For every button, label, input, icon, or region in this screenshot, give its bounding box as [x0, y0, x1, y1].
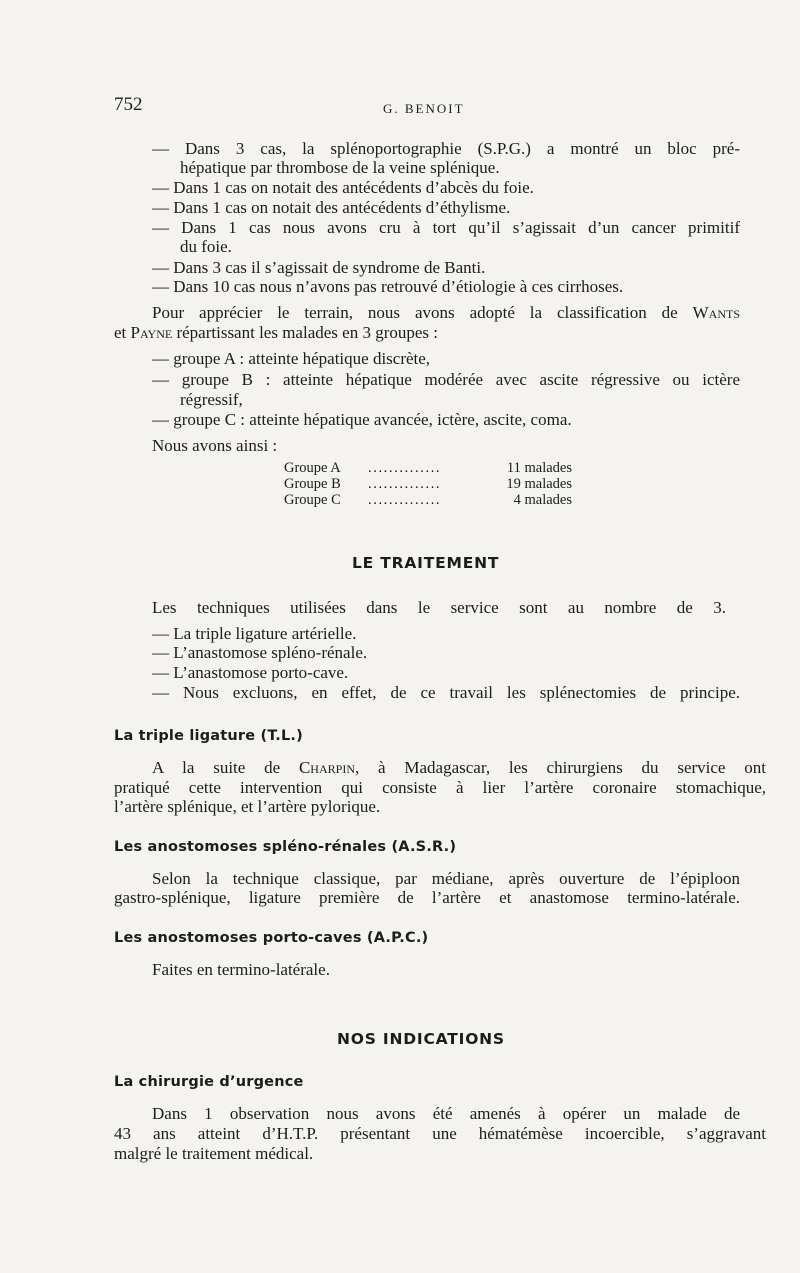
treatment-item: — La triple ligature artérielle. [152, 624, 357, 643]
subsection-title-asr: Les anostomoses spléno-rénales (A.S.R.) [114, 839, 457, 855]
group-count: 4 malades [513, 492, 572, 508]
group-name: Groupe B [284, 476, 341, 492]
group-item: — groupe C : atteinte hépatique avancée, ictère, ascite, coma. [152, 410, 572, 429]
author-name: Payne [130, 323, 173, 342]
group-count: 11 malades [506, 460, 572, 476]
group-item-continuation: régressif, [180, 390, 243, 409]
text-span: A la suite de [152, 758, 299, 777]
page-number: 752 [114, 94, 143, 115]
treatment-item: — Nous excluons, en effet, de ce travail les splénectomies de principe. [152, 683, 740, 702]
group-name: Groupe A [284, 460, 341, 476]
treatment-item: — L’anastomose porto-cave. [152, 663, 349, 682]
etiology-item-line: — Dans 1 cas nous avons cru à tort qu’il s’agissait d’un cancer primitif [152, 218, 740, 237]
etiology-item-continuation: du foie. [180, 237, 232, 256]
subsection-title-urgency: La chirurgie d’urgence [114, 1074, 304, 1090]
group-count: 19 malades [506, 476, 572, 492]
etiology-item: — Dans 1 cas on notait des antécédents d’abcès du foie. [152, 178, 534, 197]
etiology-item-line: — Dans 3 cas, la splénoportographie (S.P.G.) a montré un bloc pré- [152, 139, 740, 158]
treatment-intro: Les techniques utilisées dans le service sont au nombre de 3. [152, 598, 726, 617]
subsection-title-tl: La triple ligature (T.L.) [114, 728, 303, 744]
text-span: et [114, 323, 131, 342]
urgency-paragraph-line: Dans 1 observation nous avons été amenés à opérer un malade de [152, 1104, 740, 1123]
section-title-indications: NOS INDICATIONS [337, 1030, 505, 1048]
etiology-item: — Dans 3 cas il s’agissait de syndrome de Banti. [152, 258, 486, 277]
leader-dots: .............. [368, 460, 442, 476]
text-span: Pour apprécier le terrain, nous avons adopté la classification de [152, 303, 693, 322]
classification-paragraph-line [152, 303, 740, 322]
subsection-title-apc: Les anostomoses porto-caves (A.P.C.) [114, 930, 429, 946]
group-item: — groupe A : atteinte hépatique discrète, [152, 349, 431, 368]
group-table-row [284, 476, 572, 492]
group-table-row [284, 492, 572, 508]
summary-intro: Nous avons ainsi : [152, 436, 278, 455]
apc-paragraph-line: Faites en termino-latérale. [152, 960, 330, 979]
group-item [152, 370, 740, 389]
tl-paragraph-line: l’artère splénique, et l’artère pylorique. [114, 797, 381, 816]
author-name: Charpin [298, 758, 355, 777]
etiology-item: — Dans 1 cas on notait des antécédents d’éthylisme. [152, 198, 511, 217]
text-span: , à Madagascar, les chirurgiens du service ont [354, 758, 766, 777]
classification-paragraph-line [114, 323, 438, 342]
etiology-item [152, 139, 740, 158]
tl-paragraph-line: pratiqué cette intervention qui consiste à lier l’artère coronaire stomachique, [114, 778, 766, 797]
group-table-row [284, 460, 572, 476]
asr-paragraph-line: Selon la technique classique, par médiane, après ouverture de l’épiploon [152, 869, 740, 888]
leader-dots: .............. [368, 492, 442, 508]
urgency-paragraph-line: 43 ans atteint d’H.T.P. présentant une hématémèse incoercible, s’aggravant [114, 1124, 766, 1143]
section-title-treatment: LE TRAITEMENT [352, 554, 500, 572]
treatment-item: — L’anastomose spléno-rénale. [152, 643, 368, 662]
etiology-item-continuation: hépatique par thrombose de la veine splénique. [180, 158, 500, 177]
tl-paragraph-line [152, 758, 766, 777]
leader-dots: .............. [368, 476, 442, 492]
etiology-item [152, 218, 740, 237]
asr-paragraph-line: gastro-splénique, ligature première de l’artère et anastomose termino-latérale. [114, 888, 740, 907]
etiology-item: — Dans 10 cas nous n’avons pas retrouvé d’étiologie à ces cirrhoses. [152, 277, 624, 296]
urgency-paragraph-line: malgré le traitement médical. [114, 1144, 314, 1163]
text-span: répartissant les malades en 3 groupes : [172, 323, 439, 342]
author-name: Wants [692, 303, 740, 322]
group-item-line: — groupe B : atteinte hépatique modérée avec ascite régressive ou ictère [152, 370, 740, 389]
group-name: Groupe C [284, 492, 341, 508]
running-head: G. BENOIT [383, 101, 465, 116]
